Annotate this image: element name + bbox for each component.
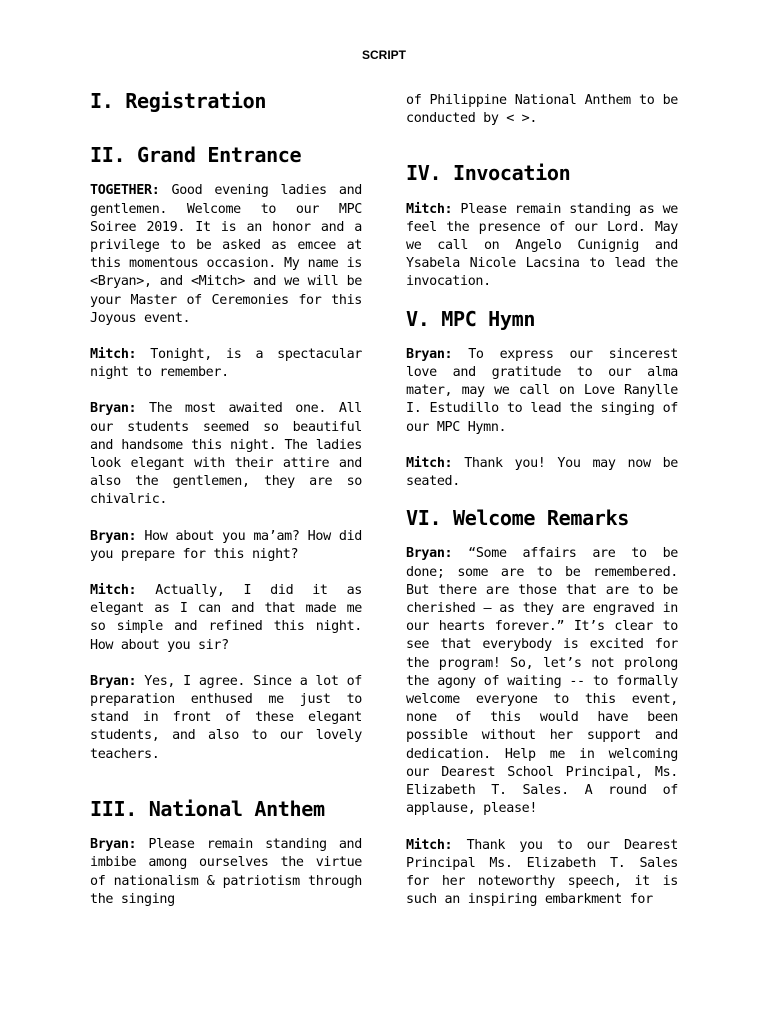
section-heading-invocation: IV. Invocation <box>406 161 571 186</box>
script-line <box>90 582 362 655</box>
line-text: How about you ma’am? How did you prepare for this night? <box>90 528 362 562</box>
script-line <box>406 545 678 818</box>
speaker-label: Bryan: <box>90 837 137 853</box>
script-line <box>90 673 362 764</box>
script-line <box>406 455 678 491</box>
speaker-label: Mitch: <box>406 201 453 217</box>
script-line <box>406 92 678 128</box>
line-text: Tonight, is a spectacular night to remember. <box>90 347 362 381</box>
section-heading-national-anthem: III. National Anthem <box>90 796 325 821</box>
speaker-label: Bryan: <box>406 546 453 562</box>
right-column <box>406 92 678 909</box>
line-text: Yes, I agree. Since a lot of preparation enthused me just to stand in front of these elegant students, and also to our lovely teachers. <box>90 673 362 762</box>
speaker-label: Bryan: <box>90 528 137 544</box>
speaker-label: Mitch: <box>406 837 453 853</box>
speaker-label: Bryan: <box>90 673 137 689</box>
line-text: Please remain standing and imbibe among ourselves the virtue of nationalism & patriotism through the singing <box>90 837 362 907</box>
section-heading-grand-entrance: II. Grand Entrance <box>90 143 302 168</box>
line-text: Please remain standing as we feel the presence of our Lord. May we call on Angelo Cunignig and Ysabela Nicole Lacsina to lead the invocation. <box>406 201 678 290</box>
script-line <box>90 836 362 909</box>
section-heading-registration: I. Registration <box>90 89 267 113</box>
document-title: SCRIPT <box>361 48 406 62</box>
speaker-label: Mitch: <box>90 347 137 363</box>
script-line <box>90 182 362 328</box>
speaker-label: Mitch: <box>90 583 137 599</box>
line-text: The most awaited one. All our students seemed so beautiful and handsome this night. The ladies look elegant with their attire and also the gentlemen, they are so chivalric. <box>90 401 362 508</box>
speaker-label: Bryan: <box>406 346 453 362</box>
script-line <box>406 346 678 437</box>
script-line <box>406 201 678 292</box>
section-heading-welcome-remarks: VI. Welcome Remarks <box>406 506 630 531</box>
line-text: Actually, I did it as elegant as I can and that made me so simple and refined this night. How about you sir? <box>90 583 362 653</box>
line-text: “Some affairs are to be done; some are to be remembered. But there are those that are to be cherished – as they are engraved in our hearts forever.” It’s clear to see that everybody is excited for the program! So, let’s not prolong the agony of waiting -- to formally welcome everyone to this event, none of this would have been possible without her support and dedication. Help me in welcoming our Dearest School Principal, Ms. Elizabeth T. Sales. A round of applause, please! <box>406 546 678 817</box>
speaker-label: TOGETHER: <box>90 183 160 199</box>
script-line <box>90 400 362 509</box>
line-text: Thank you to our Dearest Principal Ms. Elizabeth T. Sales for her noteworthy speech, it is such an inspiring embarkment for <box>406 837 678 908</box>
line-text: Good evening ladies and gentlemen. Welcome to our MPC Soiree 2019. It is an honor and a privilege to be asked as emcee at this momentous occasion. My name is <Bryan>, and <Mitch> and we will be your Master of Ceremonies for this Joyous event. <box>90 183 362 326</box>
script-line <box>90 528 362 564</box>
line-text: Thank you! You may now be seated. <box>406 455 678 490</box>
line-text: of Philippine National Anthem to be conducted by < >. <box>406 93 678 127</box>
script-line <box>90 346 362 382</box>
speaker-label: Mitch: <box>406 455 453 471</box>
line-text: To express our sincerest love and gratitude to our alma mater, may we call on Love Ranylle I. Estudillo to lead the singing of our MPC Hymn. <box>406 346 678 435</box>
speaker-label: Bryan: <box>90 401 137 417</box>
left-column <box>90 89 362 909</box>
script-line <box>406 837 678 910</box>
section-heading-mpc-hymn: V. MPC Hymn <box>406 306 536 331</box>
